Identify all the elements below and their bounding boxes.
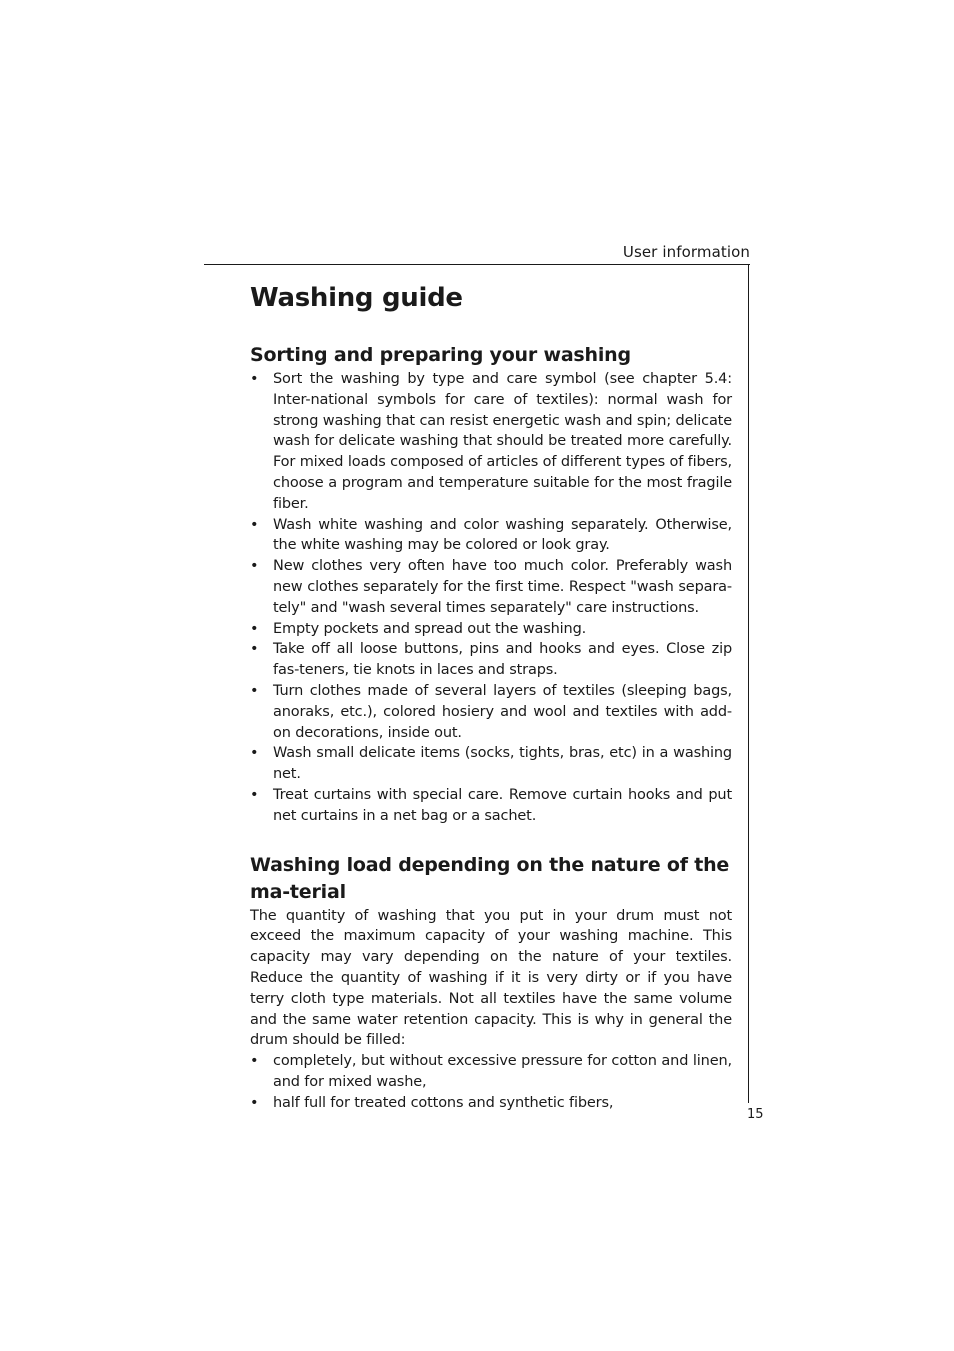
margin-rule bbox=[748, 264, 749, 1103]
list-item: • Turn clothes made of several layers of textiles (sleeping bags, anoraks, etc.), colored hosiery and wool and textiles with add-on decorations, inside out. bbox=[250, 682, 732, 741]
list-item: • Empty pockets and spread out the washing. bbox=[250, 619, 732, 640]
bullet-icon: • bbox=[250, 371, 259, 387]
bullet-icon: • bbox=[250, 620, 259, 637]
bullet-icon: • bbox=[250, 1053, 259, 1070]
load-list bbox=[250, 1051, 732, 1113]
section-heading-load: Washing load depending on the nature of the ma-terial bbox=[250, 853, 730, 903]
bullet-icon: • bbox=[250, 745, 259, 762]
section-heading-sorting: Sorting and preparing your washing bbox=[250, 344, 631, 366]
list-item: • Take off all loose buttons, pins and hooks and eyes. Close zip fas-teners, tie knots in laces and straps. bbox=[250, 641, 732, 679]
running-header: User information bbox=[622, 243, 750, 261]
list-item: • New clothes very often have too much color. Preferably wash new clothes separately for the first time. Respect "wash separa-tely" and "wash several times separately" care instructions. bbox=[250, 558, 732, 616]
load-paragraph: The quantity of washing that you put in your drum must not exceed the maximum capacity of your washing machine. This capacity may vary depending on the nature of your textiles. Reduce the quantity of washing if it is very dirty or if you have terry cloth type materials. Not all textiles have the same volume and the same water retention capacity. This is why in general the drum should be filled: bbox=[250, 907, 732, 1049]
bullet-icon: • bbox=[250, 1094, 259, 1111]
list-item: • Wash small delicate items (socks, tights, bras, etc) in a washing net. bbox=[250, 745, 732, 783]
bullet-icon: • bbox=[250, 786, 259, 803]
bullet-icon: • bbox=[250, 516, 259, 533]
list-item: • Wash white washing and color washing separately. Otherwise, the white washing may be colored or look gray. bbox=[250, 516, 732, 554]
page-title: Washing guide bbox=[250, 283, 463, 313]
sorting-list bbox=[250, 369, 732, 827]
bullet-icon: • bbox=[250, 682, 259, 699]
bullet-icon: • bbox=[250, 558, 259, 575]
list-item: • Treat curtains with special care. Remove curtain hooks and put net curtains in a net bag or a sachet. bbox=[250, 786, 732, 824]
list-item: • completely, but without excessive pressure for cotton and linen, and for mixed washe, bbox=[250, 1053, 732, 1090]
list-item: • Sort the washing by type and care symbol (see chapter 5.4: Inter-national symbols for care of textiles): normal wash for strong washing that can resist energetic wash and spin; delicate wash for delicate washing that should be treated more carefully. For mixed loads composed of articles of different types of fibers, choose a program and temperature suitable for the most fragile fiber. bbox=[250, 371, 732, 512]
page-content bbox=[250, 280, 732, 1114]
list-item: • half full for treated cottons and synthetic fibers, bbox=[250, 1093, 732, 1114]
bullet-icon: • bbox=[250, 641, 259, 658]
header-rule bbox=[204, 264, 750, 265]
page-number: 15 bbox=[747, 1107, 764, 1122]
